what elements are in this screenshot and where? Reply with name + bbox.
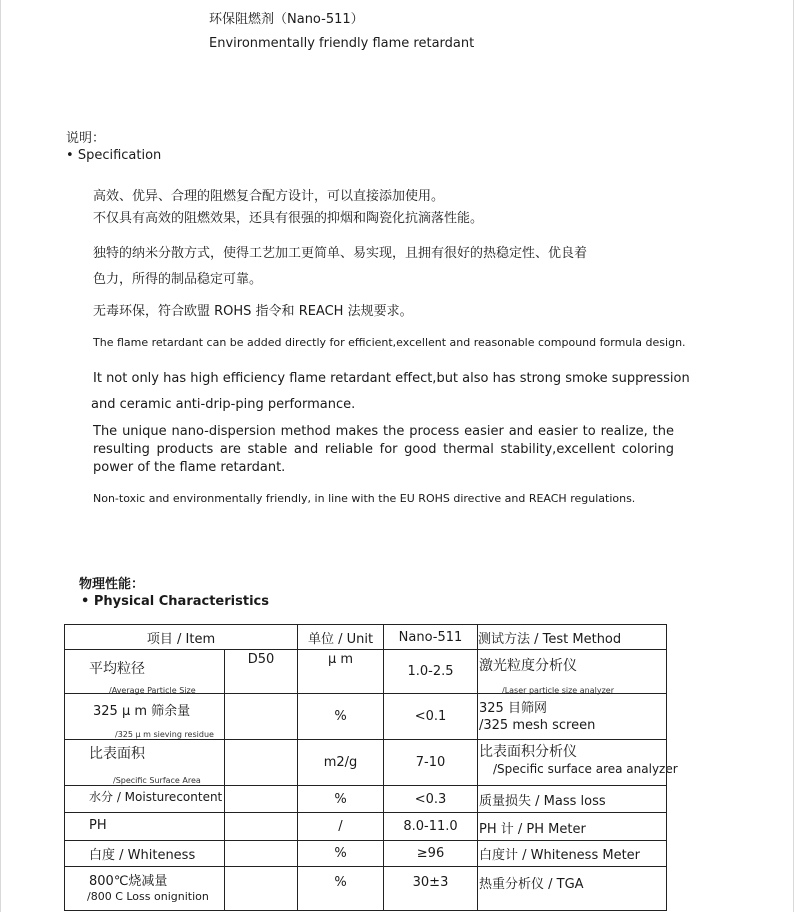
method-cell [478,867,667,911]
unit-cell: / [298,813,384,841]
spec-label-en: Specification [77,148,162,163]
table-row [65,650,667,694]
spec-para-en-3: and ceramic anti-drip-ping performance. [91,397,356,412]
subtype-cell [225,841,298,867]
spec-para-cn-5: 无毒环保，符合欧盟 ROHS 指令和 REACH 法规要求。 [93,304,413,319]
method-cell [478,650,667,694]
method-name: PH 计 / PH Meter [479,822,586,837]
subtype-cell [225,694,298,740]
spec-para-cn-4: 色力，所得的制品稳定可靠。 [93,272,263,287]
spec-para-cn-3: 独特的纳米分散方式，使得工艺加工更简单、易实现，且拥有很好的热稳定性、优良着 [93,246,588,261]
item-name-sub: /Average Particle Size [109,686,196,695]
unit-cell: % [298,786,384,813]
method-name: 激光粒度分析仪 [479,658,577,674]
table-row [65,867,667,911]
table-row [65,813,667,841]
item-name: 平均粒径 [89,661,145,677]
item-name: 白度 / Whiteness [89,848,196,863]
unit-cell: m2/g [298,740,384,786]
method-name: 白度计 / Whiteness Meter [479,848,641,863]
method-name-sub: /325 mesh screen [479,718,596,733]
unit-cell: μ m [298,650,384,694]
table-header-row [65,625,667,650]
header-unit: 单位 / Unit [298,625,384,650]
item-name-sub: /325 μ m sieving residue [115,730,214,739]
item-name: 325 μ m 筛余量 [93,704,191,719]
spec-para-en-5: Non-toxic and environmentally friendly, in line with the EU ROHS directive and REACH regulations. [93,492,636,505]
spec-para-en-4: The unique nano-dispersion method makes the process easier and easier to realize, the resulting products are stable and reliable for good thermal stability,excellent coloring power of the flame retardant. [93,424,674,475]
method-name: 比表面积分析仪 [479,744,577,760]
physical-label-en: Physical Characteristics [93,594,269,609]
spec-para-cn-1: 高效、优异、合理的阻燃复合配方设计，可以直接添加使用。 [93,189,445,204]
unit-cell: % [298,694,384,740]
subtype-cell [225,867,298,911]
item-name: 比表面积 [89,746,145,762]
value-cell: <0.3 [384,786,478,813]
method-name: 质量损失 / Mass loss [479,794,606,809]
table-row [65,740,667,786]
item-name: 800℃烧减量 [89,874,168,889]
item-name: 水分 / Moisturecontent [89,790,223,804]
item-cell [65,650,225,694]
method-name-sub: /Laser particle size analyzer [502,686,614,695]
item-cell [65,740,225,786]
method-cell [478,740,678,786]
value-cell: <0.1 [384,694,478,740]
table-row [65,694,667,740]
product-title-en: Environmentally friendly flame retardant [209,36,475,51]
value-cell: 1.0-2.5 [384,650,478,694]
subtype-cell [225,786,298,813]
spec-label-cn: 说明： [66,131,106,146]
spec-heading [66,148,161,163]
item-cell [65,841,225,867]
method-cell [478,841,667,867]
item-name: PH [89,818,107,833]
physical-heading [81,594,269,609]
value-cell: 8.0-11.0 [384,813,478,841]
method-name: 热重分析仪 / TGA [479,877,584,892]
item-cell [65,694,225,740]
item-name-sub: /800 C Loss onignition [87,890,209,903]
subtype-cell [225,813,298,841]
item-name-sub: /Specific Surface Area [113,776,201,785]
method-name-sub: /Specific surface area analyzer [493,762,678,776]
method-cell [478,786,667,813]
method-cell [478,694,667,740]
unit-cell: % [298,867,384,911]
item-cell [65,867,225,911]
header-method: 测试方法 / Test Method [478,625,667,650]
method-cell [478,813,667,841]
product-title-cn: 环保阻燃剂（Nano-511） [209,12,364,27]
page-border-left [0,0,1,912]
subtype-cell [225,740,298,786]
spec-para-cn-2: 不仅具有高效的阻燃效果，还具有很强的抑烟和陶瓷化抗滴落性能。 [93,211,484,226]
value-cell: 7-10 [384,740,478,786]
spec-bullet: • [66,148,74,163]
value-cell: 30±3 [384,867,478,911]
subtype-cell: D50 [225,650,298,694]
item-cell [65,786,225,813]
spec-para-en-2: It not only has high efficiency flame retardant effect,but also has strong smoke suppression [93,371,690,386]
item-cell [65,813,225,841]
spec-para-en-1: The flame retardant can be added directly for efficient,excellent and reasonable compound formula design. [93,336,686,349]
method-name: 325 目筛网 [479,701,547,716]
physical-characteristics-table [64,624,678,911]
header-product: Nano-511 [384,625,478,650]
table-row [65,841,667,867]
header-item: 项目 / Item [65,625,298,650]
physical-label-cn: 物理性能： [79,577,145,592]
unit-cell: % [298,841,384,867]
table-row [65,786,667,813]
physical-bullet: • [81,594,90,609]
value-cell: ≥96 [384,841,478,867]
